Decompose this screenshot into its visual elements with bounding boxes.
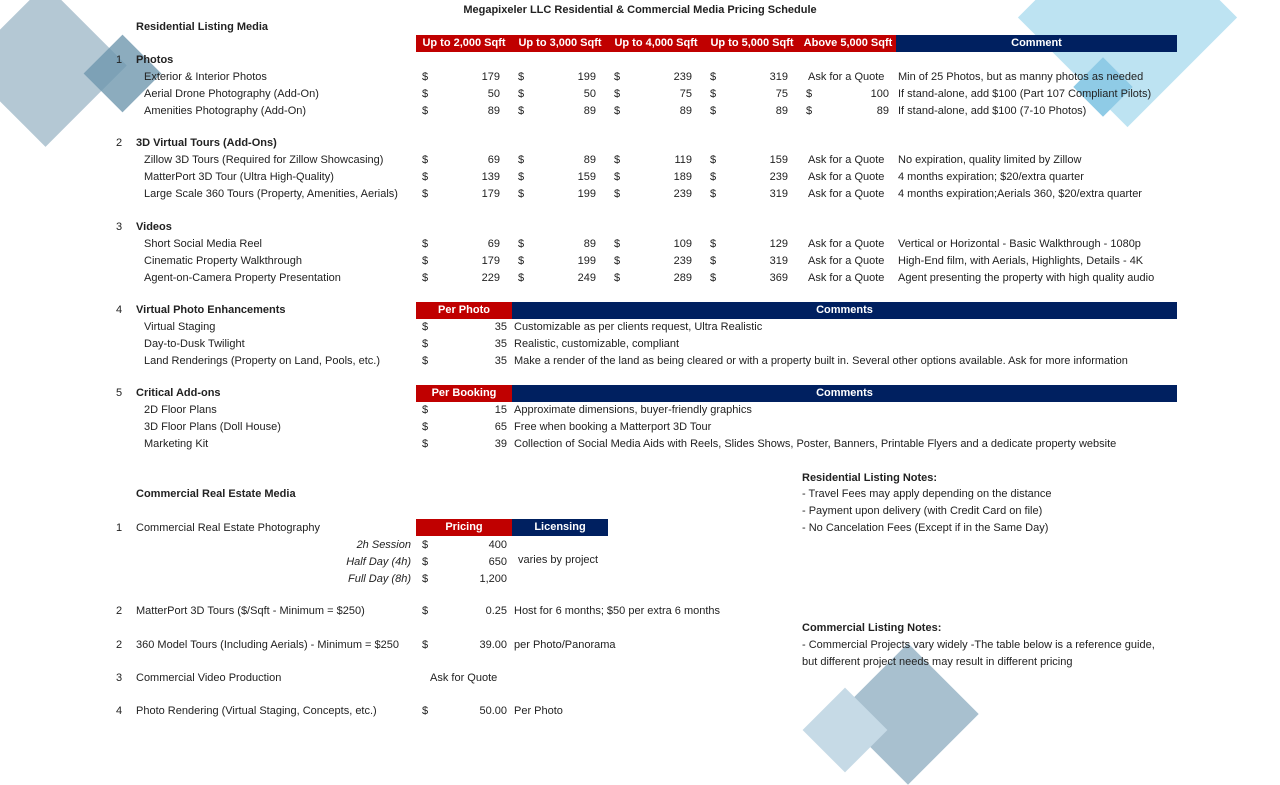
commercial-notes-title: Commercial Listing Notes: [802, 622, 942, 634]
pricing-header: Pricing [416, 519, 512, 536]
service-name: MatterPort 3D Tour (Ultra High-Quality) [144, 171, 334, 183]
tier-price: 179 [481, 71, 500, 83]
item-comment: Make a render of the land as being cleared or with a property built in. Several other options available. Ask for more information [514, 355, 1128, 367]
item-price-currency: $ [422, 321, 429, 333]
session-label: Full Day (8h) [348, 573, 411, 585]
service-name: Aerial Drone Photography (Add-On) [144, 88, 319, 100]
tier-price-currency: $ [422, 272, 429, 284]
above-5000-quote: Ask for a Quote [808, 272, 885, 284]
comment-header: Comment [896, 35, 1177, 52]
above-5000-quote: Ask for a Quote [808, 154, 885, 166]
above-5000-quote: Ask for a Quote [808, 171, 885, 183]
tier-price: 229 [481, 272, 500, 284]
tier-price-currency: $ [518, 238, 525, 250]
tier-price: 179 [481, 188, 500, 200]
tier-price: 89 [583, 238, 596, 250]
residential-note: - No Cancelation Fees (Except if in the Same Day) [802, 522, 1049, 534]
commercial-note: but different project needs may result in different pricing [802, 656, 1073, 668]
above-5000-price: 100 [870, 88, 889, 100]
tier-header-3: Up to 4,000 Sqft [608, 35, 704, 52]
tier-price: 199 [577, 188, 596, 200]
section-title: Virtual Photo Enhancements [136, 304, 286, 316]
tier-price: 75 [679, 88, 692, 100]
service-name: Cinematic Property Walkthrough [144, 255, 302, 267]
tier-price: 69 [487, 238, 500, 250]
enhancements-comments-header: Comments [512, 302, 1177, 319]
licensing-header: Licensing [512, 519, 608, 536]
service-comment: High-End film, with Aerials, Highlights, Details - 4K [898, 255, 1144, 267]
above-5000-quote: Ask for a Quote [808, 255, 885, 267]
service-name: Exterior & Interior Photos [144, 71, 267, 83]
service-name: Amenities Photography (Add-On) [144, 105, 307, 117]
section-number: 4 [116, 304, 123, 316]
tier-price: 69 [487, 154, 500, 166]
section-number: 1 [116, 54, 123, 66]
tier-price: 189 [673, 171, 692, 183]
item-price: 39 [494, 438, 507, 450]
tier-price-currency: $ [614, 88, 621, 100]
tier-price-currency: $ [710, 105, 717, 117]
service-name: Virtual Staging [144, 321, 216, 333]
above-5000-price-currency: $ [806, 88, 813, 100]
tier-price-currency: $ [710, 272, 717, 284]
section-title: Photos [136, 54, 174, 66]
section-number: 5 [116, 387, 123, 399]
addons-price-header: Per Booking [416, 385, 512, 402]
tier-header-4: Up to 5,000 Sqft [704, 35, 800, 52]
tier-price: 50 [583, 88, 596, 100]
tier-price: 239 [673, 188, 692, 200]
commercial-item-note: Host for 6 months; $50 per extra 6 months [514, 605, 721, 617]
tier-price-currency: $ [422, 154, 429, 166]
tier-price: 369 [769, 272, 788, 284]
tier-price-currency: $ [422, 255, 429, 267]
session-price: 650 [488, 556, 507, 568]
tier-price: 159 [577, 171, 596, 183]
session-label: Half Day (4h) [346, 556, 411, 568]
tier-price: 319 [769, 188, 788, 200]
service-name: Agent-on-Camera Property Presentation [144, 272, 341, 284]
service-name: 2D Floor Plans [144, 404, 217, 416]
commercial-note: - Commercial Projects vary widely -The table below is a reference guide, [802, 639, 1155, 651]
service-comment: 4 months expiration; $20/extra quarter [898, 171, 1084, 183]
licensing-value: varies by project [518, 554, 599, 566]
tier-price: 89 [775, 105, 788, 117]
item-price-currency: $ [422, 404, 429, 416]
item-price: 65 [494, 421, 507, 433]
tier-price: 89 [487, 105, 500, 117]
tier-price-currency: $ [518, 171, 525, 183]
commercial-item-note: per Photo/Panorama [514, 639, 616, 651]
tier-price: 89 [583, 105, 596, 117]
section-number: 2 [116, 605, 123, 617]
residential-heading: Residential Listing Media [136, 21, 269, 33]
section-number: 3 [116, 221, 123, 233]
item-comment: Approximate dimensions, buyer-friendly graphics [514, 404, 752, 416]
service-name: Land Renderings (Property on Land, Pools, etc.) [144, 355, 381, 367]
service-name: Large Scale 360 Tours (Property, Amenities, Aerials) [144, 188, 398, 200]
tier-price-currency: $ [710, 71, 717, 83]
commercial-heading: Commercial Real Estate Media [136, 488, 296, 500]
tier-price-currency: $ [518, 188, 525, 200]
section-title: 3D Virtual Tours (Add-Ons) [136, 137, 277, 149]
tier-price-currency: $ [614, 188, 621, 200]
section-title: Critical Add-ons [136, 387, 221, 399]
tier-price: 249 [577, 272, 596, 284]
session-price-currency: $ [422, 573, 429, 585]
tier-price-currency: $ [614, 171, 621, 183]
commercial-item-price: 0.25 [485, 605, 507, 617]
commercial-item-name: 360 Model Tours (Including Aerials) - Minimum = $250 [136, 639, 400, 651]
tier-price: 75 [775, 88, 788, 100]
session-label: 2h Session [356, 539, 411, 551]
session-price: 1,200 [479, 573, 507, 585]
tier-price: 319 [769, 255, 788, 267]
tier-price-currency: $ [710, 255, 717, 267]
item-price: 35 [494, 338, 507, 350]
commercial-item-price-currency: $ [422, 605, 429, 617]
commercial-item-price-currency: $ [422, 639, 429, 651]
commercial-item-price: 39.00 [479, 639, 507, 651]
service-name: Zillow 3D Tours (Required for Zillow Showcasing) [144, 154, 384, 166]
session-price: 400 [488, 539, 507, 551]
commercial-item-name: MatterPort 3D Tours ($/Sqft - Minimum = $250) [136, 605, 365, 617]
item-price-currency: $ [422, 421, 429, 433]
commercial-item-note: Per Photo [514, 705, 563, 717]
tier-price-currency: $ [710, 154, 717, 166]
item-price-currency: $ [422, 438, 429, 450]
tier-price-currency: $ [518, 154, 525, 166]
above-5000-price-currency: $ [806, 105, 813, 117]
session-price-currency: $ [422, 539, 429, 551]
residential-note: - Payment upon delivery (with Credit Card on file) [802, 505, 1043, 517]
service-name: Marketing Kit [144, 438, 209, 450]
tier-price: 159 [769, 154, 788, 166]
service-comment: 4 months expiration;Aerials 360, $20/extra quarter [898, 188, 1142, 200]
item-price-currency: $ [422, 338, 429, 350]
section-number: 3 [116, 672, 123, 684]
service-comment: Min of 25 Photos, but as manny photos as needed [898, 71, 1144, 83]
commercial-item-price-currency: $ [422, 705, 429, 717]
item-price: 15 [494, 404, 507, 416]
tier-price-currency: $ [614, 272, 621, 284]
tier-price-currency: $ [614, 255, 621, 267]
tier-price-currency: $ [422, 105, 429, 117]
service-name: 3D Floor Plans (Doll House) [144, 421, 281, 433]
above-5000-price: 89 [876, 105, 889, 117]
tier-price-currency: $ [422, 88, 429, 100]
tier-price: 289 [673, 272, 692, 284]
service-comment: Vertical or Horizontal - Basic Walkthrough - 1080p [898, 238, 1141, 250]
service-comment: Agent presenting the property with high quality audio [898, 272, 1155, 284]
tier-price-currency: $ [710, 188, 717, 200]
service-name: Day-to-Dusk Twilight [144, 338, 245, 350]
tier-price: 239 [673, 255, 692, 267]
item-comment: Collection of Social Media Aids with Reels, Slides Shows, Poster, Banners, Printable Flyers and a dedicate property website [514, 438, 1117, 450]
tier-price-currency: $ [518, 71, 525, 83]
tier-price-currency: $ [614, 105, 621, 117]
tier-price: 239 [673, 71, 692, 83]
session-price-currency: $ [422, 556, 429, 568]
section-number: 4 [116, 705, 123, 717]
item-price: 35 [494, 321, 507, 333]
commercial-item-price: 50.00 [479, 705, 507, 717]
service-comment: If stand-alone, add $100 (7-10 Photos) [898, 105, 1087, 117]
tier-price: 319 [769, 71, 788, 83]
item-comment: Realistic, customizable, compliant [514, 338, 680, 350]
tier-price-currency: $ [518, 272, 525, 284]
tier-price: 139 [481, 171, 500, 183]
tier-price-currency: $ [518, 105, 525, 117]
tier-price-currency: $ [422, 238, 429, 250]
tier-price: 89 [679, 105, 692, 117]
commercial-item-note: Ask for Quote [430, 672, 498, 684]
section-number: 1 [116, 522, 123, 534]
tier-price: 199 [577, 255, 596, 267]
above-5000-quote: Ask for a Quote [808, 188, 885, 200]
tier-price-currency: $ [422, 188, 429, 200]
addons-comments-header: Comments [512, 385, 1177, 402]
section-number: 2 [116, 137, 123, 149]
item-price-currency: $ [422, 355, 429, 367]
page-title: Megapixeler LLC Residential & Commercial Media Pricing Schedule [463, 4, 817, 16]
tier-price-currency: $ [710, 88, 717, 100]
section-number: 2 [116, 639, 123, 651]
tier-price: 50 [487, 88, 500, 100]
tier-header-2: Up to 3,000 Sqft [512, 35, 608, 52]
tier-price-currency: $ [614, 154, 621, 166]
tier-price-currency: $ [710, 238, 717, 250]
above-5000-quote: Ask for a Quote [808, 238, 885, 250]
tier-price-currency: $ [710, 171, 717, 183]
service-name: Short Social Media Reel [144, 238, 263, 250]
tier-price-currency: $ [422, 71, 429, 83]
tier-price: 179 [481, 255, 500, 267]
tier-price: 239 [769, 171, 788, 183]
tier-header-1: Up to 2,000 Sqft [416, 35, 512, 52]
tier-price-currency: $ [518, 88, 525, 100]
tier-price-currency: $ [422, 171, 429, 183]
residential-notes-title: Residential Listing Notes: [802, 472, 938, 484]
commercial-item-name: Commercial Video Production [136, 672, 282, 684]
item-comment: Customizable as per clients request, Ultra Realistic [514, 321, 763, 333]
tier-price: 199 [577, 71, 596, 83]
item-comment: Free when booking a Matterport 3D Tour [514, 421, 712, 433]
tier-price-currency: $ [614, 238, 621, 250]
tier-price: 129 [769, 238, 788, 250]
enhancements-price-header: Per Photo [416, 302, 512, 319]
section-title: Videos [136, 221, 172, 233]
commercial-photography-title: Commercial Real Estate Photography [136, 522, 321, 534]
service-comment: No expiration, quality limited by Zillow [898, 154, 1082, 166]
tier-price: 109 [673, 238, 692, 250]
tier-header-5: Above 5,000 Sqft [800, 35, 896, 52]
item-price: 35 [494, 355, 507, 367]
above-5000-quote: Ask for a Quote [808, 71, 885, 83]
service-comment: If stand-alone, add $100 (Part 107 Compliant Pilots) [898, 88, 1152, 100]
commercial-item-name: Photo Rendering (Virtual Staging, Concepts, etc.) [136, 705, 377, 717]
tier-price: 119 [674, 154, 692, 166]
tier-price-currency: $ [614, 71, 621, 83]
tier-price: 89 [583, 154, 596, 166]
tier-price-currency: $ [518, 255, 525, 267]
residential-note: - Travel Fees may apply depending on the distance [802, 488, 1052, 500]
